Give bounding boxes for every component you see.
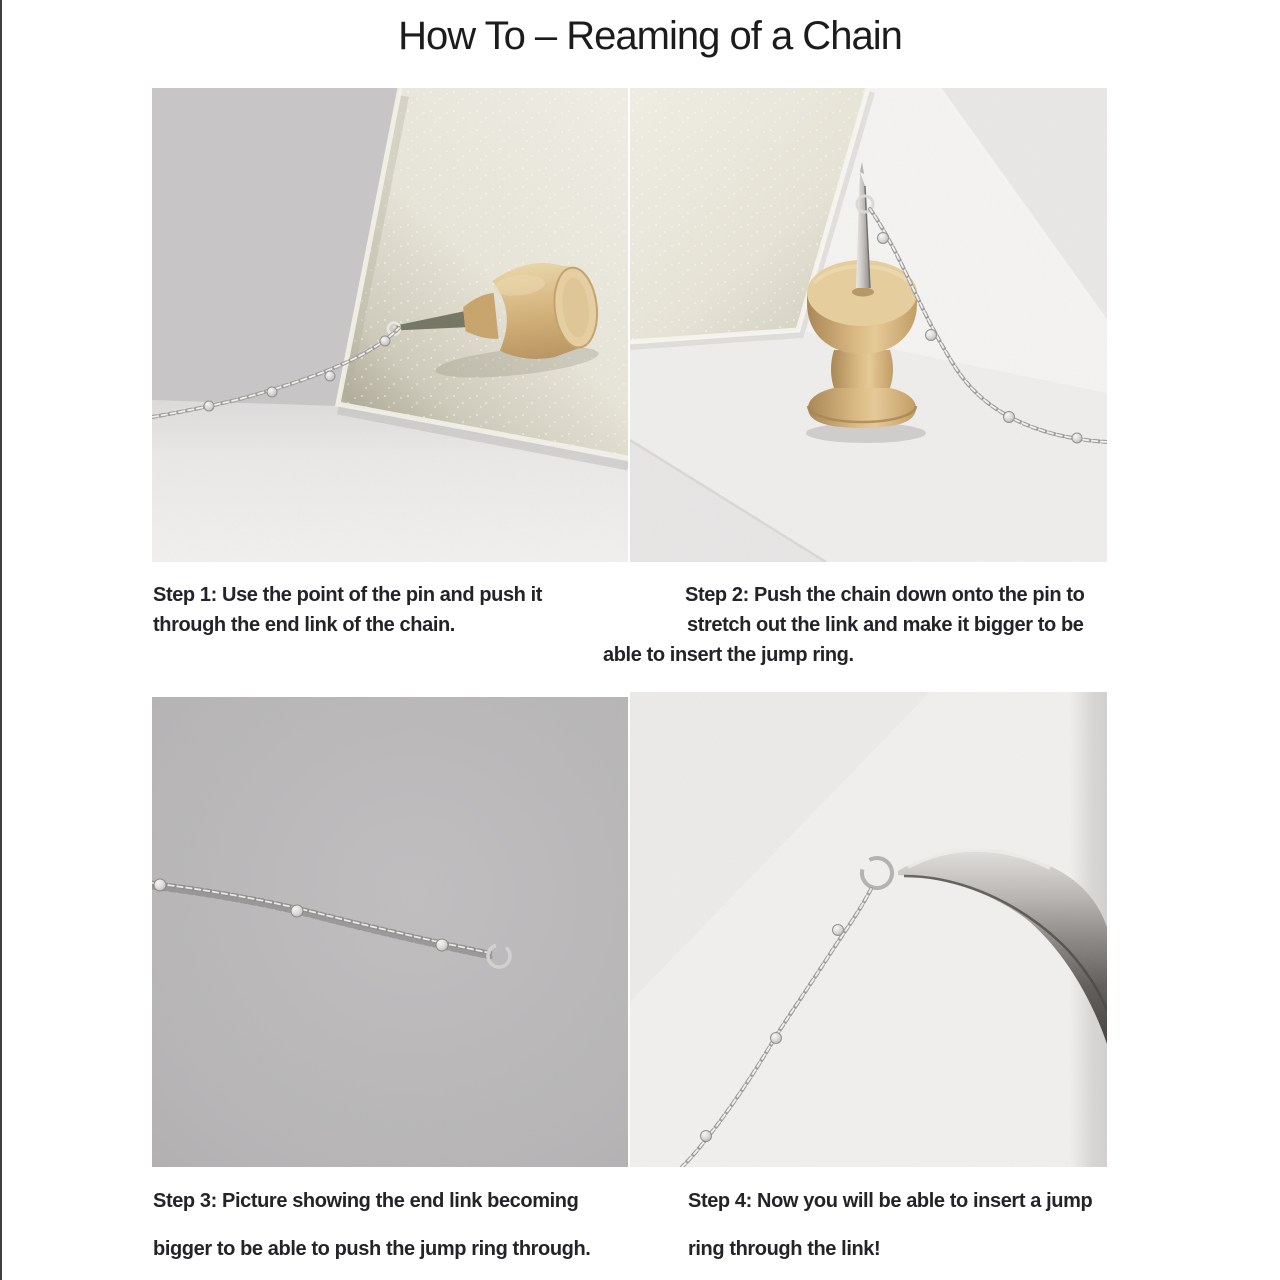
step4-photo-illustration — [630, 692, 1107, 1167]
step1-caption-line-1: Step 1: Use the point of the pin and push it — [153, 584, 543, 606]
step4-photo — [630, 692, 1107, 1167]
step3-photo — [152, 697, 628, 1167]
step3-caption-line-2: bigger to be able to push the jump ring through. — [153, 1238, 591, 1260]
step1-caption-line-2: through the end link of the chain. — [153, 614, 455, 636]
step1-photo — [152, 88, 628, 562]
page-left-edge — [0, 0, 2, 1280]
step2-caption-line-3: able to insert the jump ring. — [603, 644, 854, 666]
page-title: How To – Reaming of a Chain — [398, 14, 902, 58]
step3-caption-line-1: Step 3: Picture showing the end link becoming — [153, 1190, 579, 1212]
step2-photo — [630, 88, 1107, 562]
step2-caption-line-1: Step 2: Push the chain down onto the pin to — [685, 584, 1085, 606]
step4-caption-line-2: ring through the link! — [688, 1238, 881, 1260]
step3-photo-illustration — [152, 697, 628, 1167]
step2-caption-line-2: stretch out the link and make it bigger to be — [687, 614, 1084, 636]
step2-photo-illustration — [630, 88, 1107, 562]
step1-photo-illustration — [152, 88, 628, 562]
step4-caption-line-1: Step 4: Now you will be able to insert a jump — [688, 1190, 1093, 1212]
